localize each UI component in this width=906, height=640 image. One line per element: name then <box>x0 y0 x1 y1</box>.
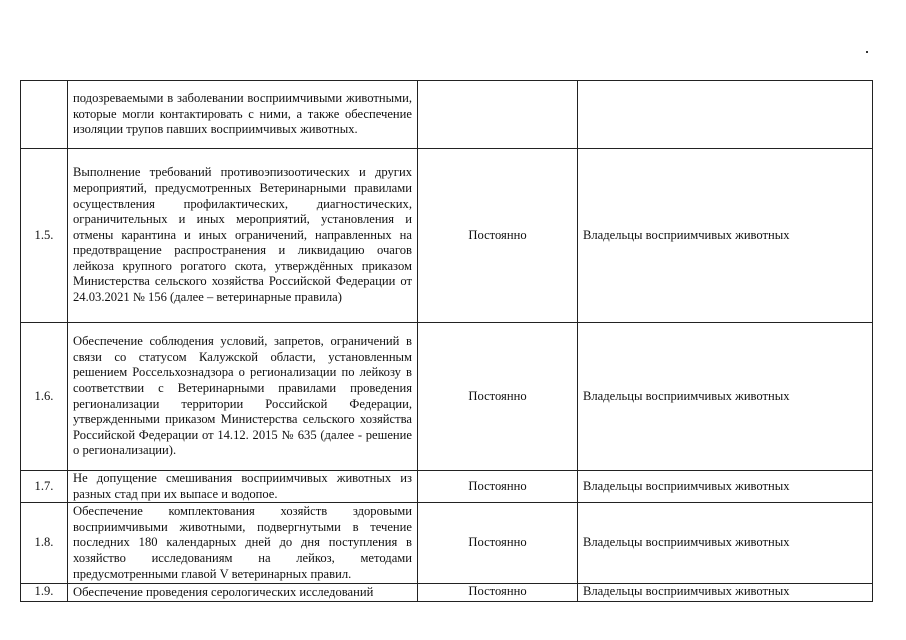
row-number: 1.9. <box>21 584 68 602</box>
measure-description: Обеспечение соблюдения условий, запретов, ограничений в связи со статусом Калужской области, установленным решением Россельхознадзора о регионализации по лейкозу в соответствии с Ветеринарными правилами проведения регионализации территории Российской Федерации, утвержденными приказом Министерства сельского хозяйства Российской Федерации от 14.12. 2015 № 635 (далее - решение о регионализации). <box>68 323 418 471</box>
measures-table <box>20 80 873 602</box>
table-row <box>21 584 873 602</box>
measure-term: Постоянно <box>418 323 578 471</box>
measure-term <box>418 81 578 149</box>
table-row <box>21 471 873 503</box>
measure-term: Постоянно <box>418 584 578 602</box>
row-number: 1.7. <box>21 471 68 503</box>
measure-responsible: Владельцы восприимчивых животных <box>578 471 873 503</box>
measure-description: подозреваемыми в заболевании восприимчивыми животными, которые могли контактировать с ними, а также обеспечение изоляции трупов павших восприимчивых животных. <box>68 81 418 149</box>
table-row <box>21 503 873 584</box>
measure-responsible: Владельцы восприимчивых животных <box>578 503 873 584</box>
measure-responsible: Владельцы восприимчивых животных <box>578 323 873 471</box>
row-number <box>21 81 68 149</box>
measure-description: Выполнение требований противоэпизоотических и других мероприятий, предусмотренных Ветеринарными правилами осуществления профилактических, диагностических, ограничительных и иных мероприятий, установления и отмены карантина и иных ограничений, направленных на предотвращение распространения и ликвидацию очагов лейкоза крупного рогатого скота, утверждённых приказом Министерства сельского хозяйства Российской Федерации от 24.03.2021 № 156 (далее – ветеринарные правила) <box>68 149 418 323</box>
table-row <box>21 149 873 323</box>
table-row <box>21 323 873 471</box>
measure-responsible: Владельцы восприимчивых животных <box>578 584 873 602</box>
row-number: 1.6. <box>21 323 68 471</box>
row-number: 1.5. <box>21 149 68 323</box>
measure-description: Не допущение смешивания восприимчивых животных из разных стад при их выпасе и водопое. <box>68 471 418 503</box>
measure-description: Обеспечение проведения серологических исследований <box>68 584 418 602</box>
measure-term: Постоянно <box>418 471 578 503</box>
measure-responsible: Владельцы восприимчивых животных <box>578 149 873 323</box>
measure-term: Постоянно <box>418 503 578 584</box>
row-number: 1.8. <box>21 503 68 584</box>
scan-speck <box>866 51 868 53</box>
measure-responsible <box>578 81 873 149</box>
measure-term: Постоянно <box>418 149 578 323</box>
table-row <box>21 81 873 149</box>
measure-description: Обеспечение комплектования хозяйств здоровыми восприимчивыми животными, подвергнутыми в течение последних 180 календарных дней до дня поступления в хозяйство исследованиям на лейкоз, методами предусмотренными главой V ветеринарных правил. <box>68 503 418 584</box>
